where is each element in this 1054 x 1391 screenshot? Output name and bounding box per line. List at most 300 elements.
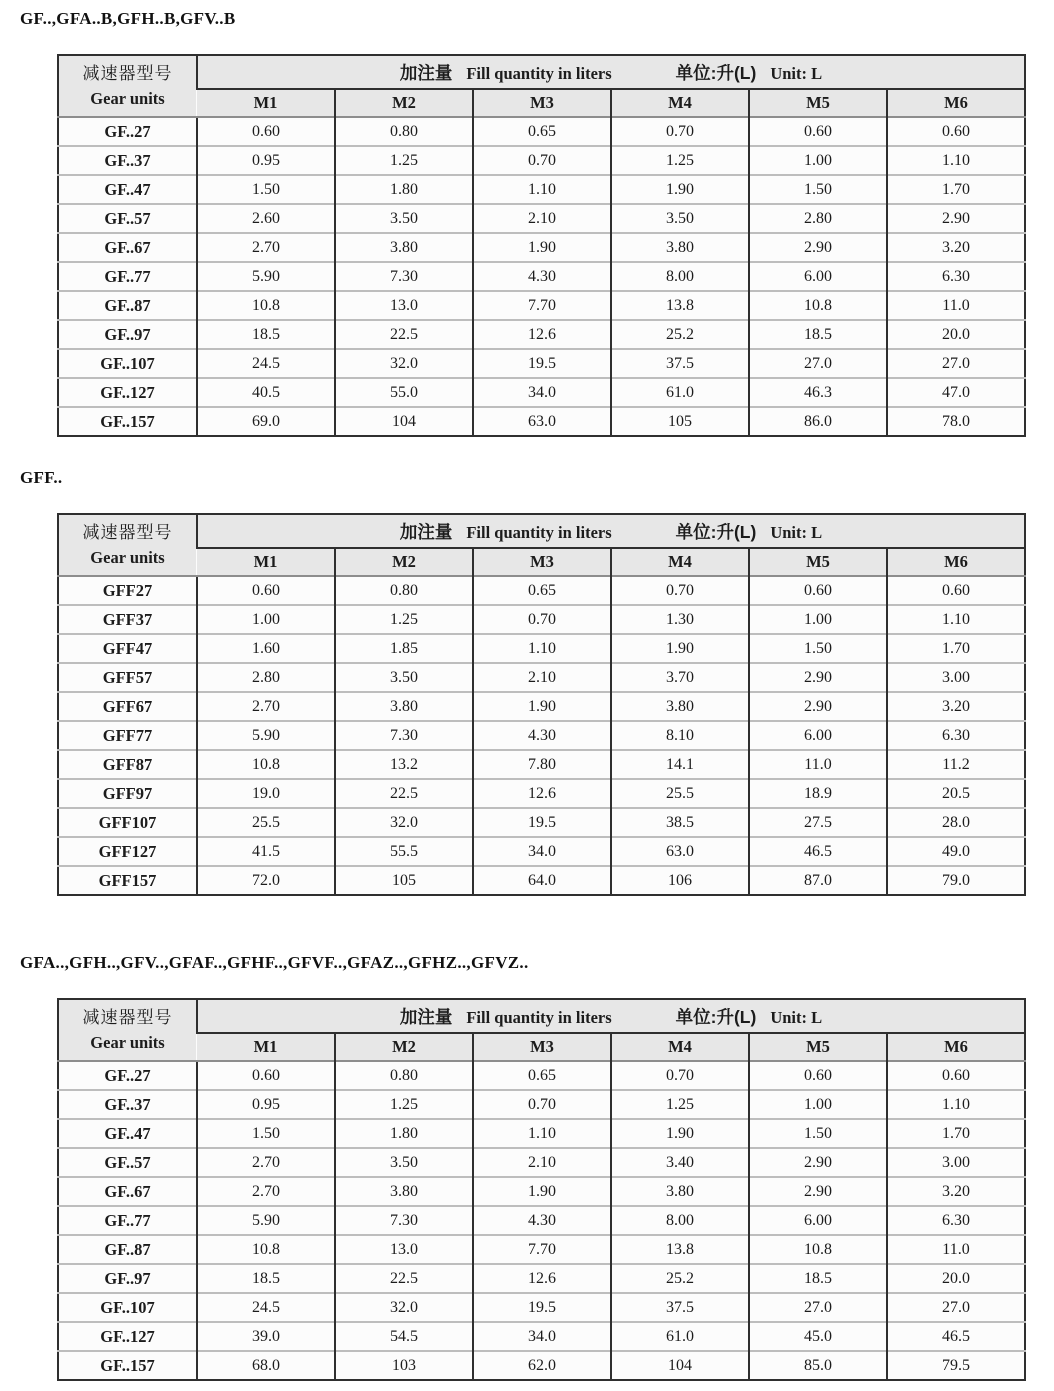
fill-value: 2.80 <box>197 663 335 692</box>
column-header-row <box>58 548 1025 576</box>
fill-value: 13.0 <box>335 291 473 320</box>
gear-model: GF..47 <box>58 1119 197 1148</box>
unit-label-zh: 单位:升(L) <box>675 1006 757 1027</box>
fill-value: 34.0 <box>473 378 611 407</box>
fill-value: 55.5 <box>335 837 473 866</box>
table-row <box>58 576 1025 605</box>
fill-value: 1.50 <box>749 634 887 663</box>
fill-value: 0.60 <box>197 1061 335 1090</box>
column-header: M6 <box>887 89 1025 117</box>
fill-label-zh: 加注量 <box>399 521 453 542</box>
unit-label-zh: 单位:升(L) <box>675 62 757 83</box>
gear-model: GF..127 <box>58 1322 197 1351</box>
table-row <box>58 634 1025 663</box>
fill-value: 1.50 <box>197 175 335 204</box>
table-row <box>58 808 1025 837</box>
gear-model: GF..27 <box>58 1061 197 1090</box>
fill-value: 2.90 <box>749 1177 887 1206</box>
fill-quantity-header-content <box>202 519 1020 544</box>
column-header: M3 <box>473 1033 611 1061</box>
fill-value: 34.0 <box>473 1322 611 1351</box>
table-row <box>58 837 1025 866</box>
column-header: M4 <box>611 548 749 576</box>
fill-value: 13.2 <box>335 750 473 779</box>
fill-value: 24.5 <box>197 1293 335 1322</box>
fill-value: 1.10 <box>887 146 1025 175</box>
gear-model: GF..77 <box>58 262 197 291</box>
table-row <box>58 1177 1025 1206</box>
fill-value: 0.95 <box>197 1090 335 1119</box>
fill-value: 7.70 <box>473 291 611 320</box>
header-top-row <box>58 999 1025 1033</box>
fill-value: 62.0 <box>473 1351 611 1380</box>
table-row <box>58 1293 1025 1322</box>
fill-value: 1.25 <box>335 1090 473 1119</box>
table-row <box>58 378 1025 407</box>
table-row <box>58 692 1025 721</box>
column-header-row <box>58 89 1025 117</box>
column-header: M5 <box>749 1033 887 1061</box>
fill-value: 2.90 <box>749 233 887 262</box>
fill-value: 3.00 <box>887 1148 1025 1177</box>
fill-value: 2.90 <box>749 663 887 692</box>
fill-quantity-table <box>57 54 1026 437</box>
fill-value: 1.10 <box>473 175 611 204</box>
fill-value: 37.5 <box>611 1293 749 1322</box>
gear-model: GF..97 <box>58 320 197 349</box>
table-row <box>58 175 1025 204</box>
fill-value: 6.30 <box>887 721 1025 750</box>
fill-value: 3.80 <box>611 1177 749 1206</box>
fill-value: 18.5 <box>749 1264 887 1293</box>
fill-value: 2.70 <box>197 233 335 262</box>
unit-label-en: Unit: L <box>770 1007 823 1027</box>
fill-value: 2.70 <box>197 1148 335 1177</box>
fill-value: 1.10 <box>473 1119 611 1148</box>
fill-value: 46.5 <box>749 837 887 866</box>
fill-value: 13.8 <box>611 291 749 320</box>
fill-value: 22.5 <box>335 320 473 349</box>
gear-units-header <box>58 999 197 1061</box>
fill-value: 1.80 <box>335 1119 473 1148</box>
fill-value: 11.2 <box>887 750 1025 779</box>
fill-value: 2.90 <box>887 204 1025 233</box>
table-row <box>58 1264 1025 1293</box>
table-row <box>58 146 1025 175</box>
gear-model: GFF27 <box>58 576 197 605</box>
fill-value: 61.0 <box>611 1322 749 1351</box>
table-header <box>58 514 1025 576</box>
fill-value: 1.10 <box>473 634 611 663</box>
fill-value: 3.40 <box>611 1148 749 1177</box>
fill-value: 12.6 <box>473 1264 611 1293</box>
fill-value: 32.0 <box>335 349 473 378</box>
column-header: M1 <box>197 89 335 117</box>
fill-value: 87.0 <box>749 866 887 895</box>
gear-model: GF..57 <box>58 204 197 233</box>
fill-value: 72.0 <box>197 866 335 895</box>
fill-quantity-header-content <box>202 1004 1020 1029</box>
fill-value: 40.5 <box>197 378 335 407</box>
fill-value: 5.90 <box>197 262 335 291</box>
gear-model: GF..97 <box>58 1264 197 1293</box>
section-title: GF..,GFA..B,GFH..B,GFV..B <box>20 9 236 28</box>
gear-model: GF..157 <box>58 1351 197 1380</box>
fill-value: 0.60 <box>749 1061 887 1090</box>
fill-value: 2.10 <box>473 1148 611 1177</box>
table-row <box>58 204 1025 233</box>
fill-value: 1.70 <box>887 175 1025 204</box>
column-header: M2 <box>335 548 473 576</box>
fill-value: 27.0 <box>887 349 1025 378</box>
column-header: M1 <box>197 548 335 576</box>
column-header: M3 <box>473 548 611 576</box>
gear-model: GF..67 <box>58 1177 197 1206</box>
fill-value: 11.0 <box>887 291 1025 320</box>
fill-value: 1.00 <box>749 605 887 634</box>
fill-value: 3.70 <box>611 663 749 692</box>
table-row <box>58 750 1025 779</box>
fill-value: 1.25 <box>335 146 473 175</box>
gear-model: GF..37 <box>58 1090 197 1119</box>
header-top-row <box>58 514 1025 548</box>
fill-value: 2.70 <box>197 1177 335 1206</box>
fill-value: 64.0 <box>473 866 611 895</box>
table-section <box>0 8 1054 437</box>
table-row <box>58 663 1025 692</box>
fill-value: 104 <box>335 407 473 436</box>
table-row <box>58 1090 1025 1119</box>
fill-label-en: Fill quantity in liters <box>466 1007 612 1027</box>
fill-value: 79.0 <box>887 866 1025 895</box>
fill-value: 3.80 <box>335 1177 473 1206</box>
fill-value: 0.70 <box>611 576 749 605</box>
fill-value: 69.0 <box>197 407 335 436</box>
fill-label-en: Fill quantity in liters <box>466 63 612 83</box>
table-row <box>58 233 1025 262</box>
fill-value: 32.0 <box>335 808 473 837</box>
table-row <box>58 262 1025 291</box>
table-row <box>58 1148 1025 1177</box>
column-header: M5 <box>749 89 887 117</box>
gear-units-header <box>58 55 197 117</box>
fill-value: 6.00 <box>749 1206 887 1235</box>
fill-value: 11.0 <box>749 750 887 779</box>
fill-value: 2.10 <box>473 204 611 233</box>
fill-value: 34.0 <box>473 837 611 866</box>
fill-value: 3.50 <box>335 1148 473 1177</box>
fill-value: 0.70 <box>473 146 611 175</box>
table-row <box>58 1322 1025 1351</box>
fill-value: 37.5 <box>611 349 749 378</box>
fill-quantity-header <box>197 999 1025 1033</box>
fill-value: 18.9 <box>749 779 887 808</box>
fill-value: 1.10 <box>887 605 1025 634</box>
fill-value: 18.5 <box>197 320 335 349</box>
fill-value: 0.65 <box>473 1061 611 1090</box>
gear-units-label-en: Gear units <box>90 1033 165 1052</box>
fill-value: 79.5 <box>887 1351 1025 1380</box>
fill-value: 0.95 <box>197 146 335 175</box>
table-row <box>58 1351 1025 1380</box>
fill-value: 28.0 <box>887 808 1025 837</box>
fill-value: 1.30 <box>611 605 749 634</box>
fill-value: 0.60 <box>887 576 1025 605</box>
fill-value: 22.5 <box>335 1264 473 1293</box>
fill-value: 7.80 <box>473 750 611 779</box>
gear-model: GF..47 <box>58 175 197 204</box>
fill-value: 27.0 <box>887 1293 1025 1322</box>
fill-value: 25.5 <box>611 779 749 808</box>
fill-value: 54.5 <box>335 1322 473 1351</box>
fill-value: 25.2 <box>611 1264 749 1293</box>
fill-value: 4.30 <box>473 1206 611 1235</box>
column-header: M5 <box>749 548 887 576</box>
gear-units-label-zh: 减速器型号 <box>82 1008 173 1027</box>
fill-value: 106 <box>611 866 749 895</box>
fill-value: 0.60 <box>749 576 887 605</box>
table-row <box>58 721 1025 750</box>
gear-model: GFF37 <box>58 605 197 634</box>
fill-value: 38.5 <box>611 808 749 837</box>
table-section <box>0 952 1054 1381</box>
gear-model: GF..37 <box>58 146 197 175</box>
fill-value: 104 <box>611 1351 749 1380</box>
fill-value: 1.85 <box>335 634 473 663</box>
gear-model: GF..87 <box>58 1235 197 1264</box>
fill-value: 0.70 <box>611 117 749 146</box>
table-row <box>58 1061 1025 1090</box>
gear-model: GF..157 <box>58 407 197 436</box>
fill-value: 85.0 <box>749 1351 887 1380</box>
fill-value: 0.60 <box>197 576 335 605</box>
fill-value: 105 <box>611 407 749 436</box>
fill-value: 1.50 <box>749 1119 887 1148</box>
fill-value: 3.80 <box>335 692 473 721</box>
fill-value: 0.80 <box>335 117 473 146</box>
column-header-row <box>58 1033 1025 1061</box>
fill-label-zh: 加注量 <box>399 1006 453 1027</box>
fill-value: 3.20 <box>887 233 1025 262</box>
section-title: GFF.. <box>20 468 63 487</box>
table-header <box>58 999 1025 1061</box>
fill-value: 1.25 <box>611 146 749 175</box>
fill-value: 3.00 <box>887 663 1025 692</box>
fill-value: 1.90 <box>611 175 749 204</box>
fill-value: 4.30 <box>473 721 611 750</box>
fill-value: 10.8 <box>197 750 335 779</box>
gear-units-header <box>58 514 197 576</box>
table-row <box>58 1235 1025 1264</box>
fill-value: 3.80 <box>611 692 749 721</box>
fill-value: 0.70 <box>473 1090 611 1119</box>
fill-value: 7.30 <box>335 262 473 291</box>
fill-value: 1.90 <box>473 692 611 721</box>
fill-value: 55.0 <box>335 378 473 407</box>
fill-value: 5.90 <box>197 721 335 750</box>
fill-value: 41.5 <box>197 837 335 866</box>
fill-value: 3.20 <box>887 1177 1025 1206</box>
gear-model: GF..107 <box>58 349 197 378</box>
fill-value: 78.0 <box>887 407 1025 436</box>
gear-model: GF..77 <box>58 1206 197 1235</box>
fill-value: 3.20 <box>887 692 1025 721</box>
gear-model: GFF87 <box>58 750 197 779</box>
unit-label-en: Unit: L <box>770 63 823 83</box>
fill-value: 47.0 <box>887 378 1025 407</box>
fill-value: 10.8 <box>197 1235 335 1264</box>
column-header: M4 <box>611 89 749 117</box>
gear-model: GF..67 <box>58 233 197 262</box>
column-header: M4 <box>611 1033 749 1061</box>
fill-label-en: Fill quantity in liters <box>466 522 612 542</box>
fill-value: 3.50 <box>611 204 749 233</box>
fill-value: 19.5 <box>473 1293 611 1322</box>
fill-value: 1.00 <box>749 146 887 175</box>
column-header: M2 <box>335 89 473 117</box>
fill-value: 1.70 <box>887 634 1025 663</box>
fill-value: 1.70 <box>887 1119 1025 1148</box>
fill-value: 10.8 <box>749 291 887 320</box>
fill-value: 6.30 <box>887 262 1025 291</box>
fill-value: 1.90 <box>473 233 611 262</box>
column-header: M6 <box>887 1033 1025 1061</box>
fill-value: 39.0 <box>197 1322 335 1351</box>
table-row <box>58 407 1025 436</box>
fill-value: 0.60 <box>887 117 1025 146</box>
table-body <box>58 576 1025 895</box>
fill-value: 1.25 <box>335 605 473 634</box>
fill-value: 0.60 <box>887 1061 1025 1090</box>
fill-value: 0.80 <box>335 576 473 605</box>
fill-value: 32.0 <box>335 1293 473 1322</box>
fill-value: 1.00 <box>197 605 335 634</box>
fill-value: 1.10 <box>887 1090 1025 1119</box>
fill-value: 45.0 <box>749 1322 887 1351</box>
gear-model: GFF107 <box>58 808 197 837</box>
fill-quantity-header <box>197 55 1025 89</box>
fill-value: 20.0 <box>887 1264 1025 1293</box>
fill-value: 7.30 <box>335 1206 473 1235</box>
fill-value: 4.30 <box>473 262 611 291</box>
fill-value: 20.5 <box>887 779 1025 808</box>
fill-value: 61.0 <box>611 378 749 407</box>
fill-value: 0.60 <box>197 117 335 146</box>
fill-value: 105 <box>335 866 473 895</box>
fill-value: 68.0 <box>197 1351 335 1380</box>
fill-value: 1.50 <box>749 175 887 204</box>
fill-quantity-header-content <box>202 60 1020 85</box>
gear-model: GFF47 <box>58 634 197 663</box>
fill-value: 0.70 <box>473 605 611 634</box>
table-row <box>58 349 1025 378</box>
fill-value: 13.8 <box>611 1235 749 1264</box>
fill-value: 27.5 <box>749 808 887 837</box>
table-row <box>58 605 1025 634</box>
table-body <box>58 117 1025 436</box>
fill-value: 3.80 <box>611 233 749 262</box>
fill-value: 27.0 <box>749 1293 887 1322</box>
fill-label-zh: 加注量 <box>399 62 453 83</box>
fill-value: 1.00 <box>749 1090 887 1119</box>
fill-value: 27.0 <box>749 349 887 378</box>
column-header: M2 <box>335 1033 473 1061</box>
fill-value: 0.60 <box>749 117 887 146</box>
fill-value: 8.10 <box>611 721 749 750</box>
column-header: M6 <box>887 548 1025 576</box>
fill-value: 12.6 <box>473 779 611 808</box>
fill-value: 6.30 <box>887 1206 1025 1235</box>
fill-value: 1.90 <box>611 634 749 663</box>
fill-value: 8.00 <box>611 262 749 291</box>
fill-quantity-header <box>197 514 1025 548</box>
fill-value: 19.0 <box>197 779 335 808</box>
fill-value: 2.60 <box>197 204 335 233</box>
fill-value: 7.30 <box>335 721 473 750</box>
fill-value: 49.0 <box>887 837 1025 866</box>
fill-value: 24.5 <box>197 349 335 378</box>
fill-value: 0.65 <box>473 576 611 605</box>
table-row <box>58 866 1025 895</box>
unit-label-zh: 单位:升(L) <box>675 521 757 542</box>
gear-model: GFF57 <box>58 663 197 692</box>
gear-model: GF..27 <box>58 117 197 146</box>
fill-value: 1.25 <box>611 1090 749 1119</box>
fill-value: 2.80 <box>749 204 887 233</box>
table-body <box>58 1061 1025 1380</box>
fill-value: 7.70 <box>473 1235 611 1264</box>
fill-value: 1.60 <box>197 634 335 663</box>
gear-model: GFF97 <box>58 779 197 808</box>
fill-value: 6.00 <box>749 262 887 291</box>
gear-model: GFF67 <box>58 692 197 721</box>
table-row <box>58 320 1025 349</box>
unit-label-en: Unit: L <box>770 522 823 542</box>
fill-value: 46.5 <box>887 1322 1025 1351</box>
fill-value: 10.8 <box>197 291 335 320</box>
gear-units-label-zh: 减速器型号 <box>82 64 173 83</box>
fill-value: 14.1 <box>611 750 749 779</box>
fill-value: 25.2 <box>611 320 749 349</box>
gear-model: GFF127 <box>58 837 197 866</box>
table-row <box>58 1206 1025 1235</box>
fill-value: 2.90 <box>749 1148 887 1177</box>
fill-quantity-table <box>57 513 1026 896</box>
fill-value: 0.65 <box>473 117 611 146</box>
table-row <box>58 1119 1025 1148</box>
table-row <box>58 291 1025 320</box>
header-top-row <box>58 55 1025 89</box>
fill-value: 12.6 <box>473 320 611 349</box>
fill-value: 1.50 <box>197 1119 335 1148</box>
table-header <box>58 55 1025 117</box>
fill-value: 3.80 <box>335 233 473 262</box>
section-title: GFA..,GFH..,GFV..,GFAF..,GFHF..,GFVF..,GFAZ..,GFHZ..,GFVZ.. <box>20 953 529 972</box>
fill-value: 20.0 <box>887 320 1025 349</box>
fill-value: 1.80 <box>335 175 473 204</box>
column-header: M3 <box>473 89 611 117</box>
fill-value: 86.0 <box>749 407 887 436</box>
fill-value: 63.0 <box>473 407 611 436</box>
fill-value: 6.00 <box>749 721 887 750</box>
gear-model: GFF77 <box>58 721 197 750</box>
fill-value: 19.5 <box>473 808 611 837</box>
fill-value: 2.90 <box>749 692 887 721</box>
fill-value: 0.70 <box>611 1061 749 1090</box>
fill-value: 1.90 <box>611 1119 749 1148</box>
table-section <box>0 467 1054 896</box>
gear-model: GF..57 <box>58 1148 197 1177</box>
